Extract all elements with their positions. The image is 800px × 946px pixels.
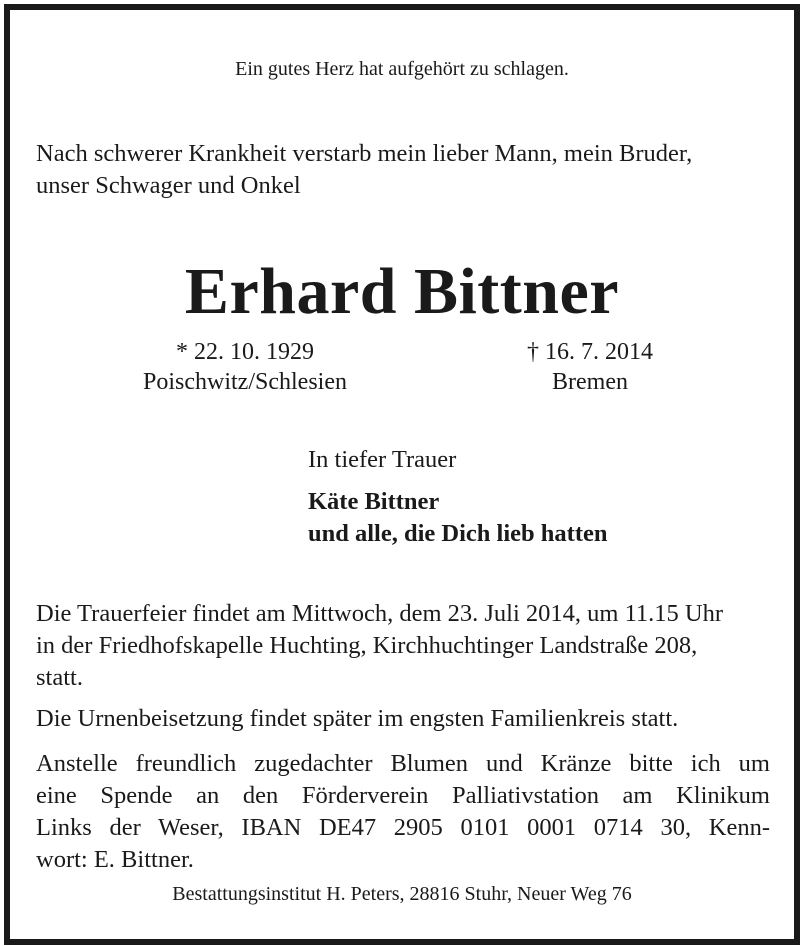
birth-info [120,337,370,397]
birth-date: * 22. 10. 1929 [176,339,314,365]
obituary-notice [4,4,800,945]
donation-paragraph [36,748,770,876]
intro-line: unser Schwager und Onkel [36,172,301,199]
deceased-name: Erhard Bittner [184,255,620,328]
paragraph-line: eine Spende an den Förderverein Palliativstation am Klinikum [36,782,770,809]
intro-text [36,138,770,202]
birth-place: Poischwitz/Schlesien [143,369,347,395]
motto: Ein gutes Herz hat aufgehört zu schlagen. [235,58,569,80]
paragraph-line: wort: E. Bittner. [36,846,194,873]
paragraph-line: Anstelle freundlich zugedachter Blumen und Kränze bitte ich um [36,750,770,777]
paragraph-line: Links der Weser, IBAN DE47 2905 0101 0001 0714 30, Kenn- [36,814,770,841]
paragraph-line: Die Trauerfeier findet am Mittwoch, dem 23. Juli 2014, um 11.15 Uhr [36,600,724,627]
paragraph-line: statt. [36,664,83,691]
signer-line: Käte Bittner [308,488,440,515]
death-info [480,337,700,397]
signers [308,486,607,550]
death-place: Bremen [552,369,628,395]
urn-burial-paragraph: Die Urnenbeisetzung findet später im engsten Familienkreis statt. [36,705,679,732]
signer-line: und alle, die Dich lieb hatten [308,520,608,547]
paragraph-line: in der Friedhofskapelle Huchting, Kirchhuchtinger Landstraße 208, [36,632,698,659]
intro-line: Nach schwerer Krankheit verstarb mein lieber Mann, mein Bruder, [36,140,693,167]
mourning-line: In tiefer Trauer [308,446,457,473]
death-date: † 16. 7. 2014 [527,339,653,365]
funeral-service-paragraph [36,598,770,694]
funeral-home: Bestattungsinstitut H. Peters, 28816 Stuhr, Neuer Weg 76 [172,883,632,905]
